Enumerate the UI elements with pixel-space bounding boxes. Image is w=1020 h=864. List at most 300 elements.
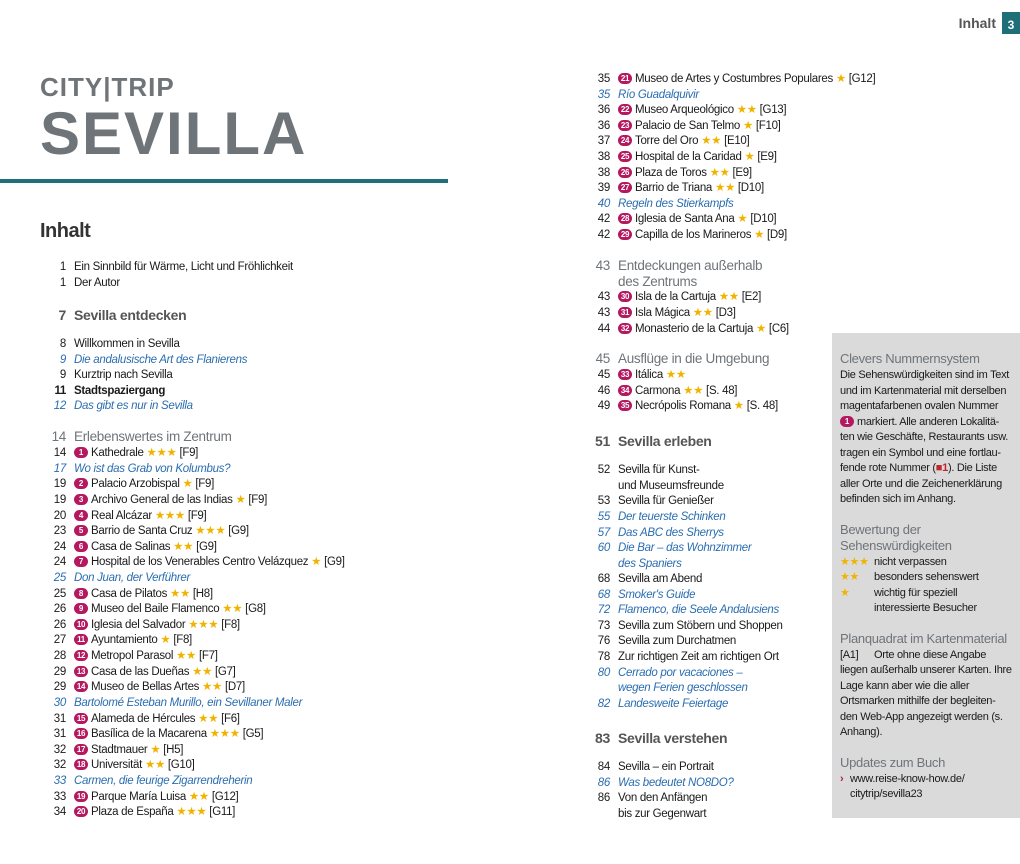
sight-number-badge: 11 [74,634,88,645]
map-grid-ref: [D3] [715,307,736,319]
toc-entry-title: des Zentrums [618,273,697,289]
rating-star-icon: ★ [835,73,846,85]
toc-entry-text [74,726,263,742]
numsys-text-b: markiert. Alle anderen Lokalitä-ten wie Geschäfte, Restaurants usw. tragen ein Symbol und eine fortlau-fende rote Nummer ( [840,415,1009,474]
toc-page-number: 9 [59,354,66,366]
toc-entry-text [74,383,165,399]
series-trip: TRIP [111,72,175,102]
toc-entry-text [74,492,267,508]
rating-star-icon: ★ [744,151,755,163]
toc-page-number: 14 [53,447,66,459]
rating-star-icon: ★★ [202,681,223,693]
toc-page-number: 37 [597,135,610,147]
rating-star-icon: ★★ [701,135,722,147]
sight-number-badge: 9 [74,603,88,614]
toc-page-number: 82 [597,698,610,710]
toc-entry-text [618,227,787,243]
toc-entry-title: Palacio de San Telmo [635,119,741,132]
toc-page-number: 86 [597,792,610,804]
toc-entry-title: Barrio de Santa Cruz [91,525,193,537]
toc-page-number: 46 [597,384,610,397]
toc-page-number: 30 [53,697,66,709]
magenta-number-badge: 1 [840,416,854,427]
toc-entry-title: Das gibt es nur in Sevilla [74,400,193,412]
map-grid-ref: [G9] [196,541,217,553]
rating-star-icon: ★★ [144,759,165,771]
toc-entry-title: Carmona [635,384,681,397]
sight-number-badge: 16 [74,728,88,739]
toc-page-number: 12 [53,400,66,412]
header-title: Inhalt [958,15,996,31]
toc-entry-text [618,149,777,165]
toc-page-number: 29 [53,681,66,693]
toc-entry-text [74,711,240,727]
toc-entry-text [618,602,779,618]
toc-entry-title: Zur richtigen Zeit am richtigen Ort [618,651,779,663]
toc-page-number: 31 [53,728,66,740]
toc-entry-title: Palacio Arzobispal [91,478,180,490]
map-grid-ref: [F7] [198,650,218,662]
toc-entry-text [618,759,714,775]
toc-entry-title: Der teuerste Schinken [618,511,726,523]
toc-entry-title: Casa de Salinas [91,541,171,553]
toc-entry-text [618,118,781,134]
sight-number-badge: 6 [74,541,88,552]
toc-entry-title: Basílica de la Macarena [91,728,207,740]
toc-entry-text [618,398,778,414]
rating-star-icon: ★★ [683,384,704,397]
rating-star-icon: ★ [754,229,765,241]
toc-entry-text [74,445,198,461]
toc-entry-text [618,665,742,681]
toc-entry-title: Was bedeutet NO8DO? [618,776,734,789]
toc-entry-text [618,367,686,383]
map-grid-ref: [G10] [167,759,195,771]
toc-entry-text [74,586,213,602]
toc-page-number: 35 [597,88,610,101]
toc-page-number: 40 [597,197,610,210]
toc-page-number: 7 [58,307,66,323]
toc-page-number: 38 [597,166,610,179]
toc-entry-title: Von den Anfängen [618,792,708,804]
toc-page-number: 1 [59,261,66,273]
toc-entry-title: Museo del Baile Flamenco [91,603,220,615]
toc-page-number: 76 [597,635,610,647]
toc-entry-text [618,806,706,822]
toc-entry-text [618,71,875,87]
toc-entry-title: Iglesia del Salvador [91,619,186,631]
map-grid-ref: [G12] [848,73,876,85]
toc-page-number: 24 [53,541,66,553]
toc-entry-text [618,571,702,587]
toc-page-number: 33 [53,791,66,803]
toc-entry-text [618,478,724,494]
toc-page-number: 68 [597,588,610,601]
toc-entry-title: Plaza de España [91,806,174,818]
red-number-icon: ■1 [935,462,948,474]
toc-entry-text [74,259,293,275]
rating-label: wichtig für speziell interessierte Besucher [874,586,977,614]
plan-title: Planquadrat im Kartenmaterial [840,630,1007,646]
toc-entry-title: Museo de Bellas Artes [91,681,200,693]
rating-star-icon: ★★★ [840,555,869,568]
toc-page-number: 55 [597,511,610,523]
toc-page-number: 9 [59,369,66,381]
rating-star-icon: ★★★ [176,806,207,818]
toc-entry-title: Der Autor [74,276,120,289]
map-grid-ref: [F8] [221,619,240,631]
toc-page-number: 32 [53,759,66,771]
toc-entry-text [618,696,728,712]
toc-entry-text [618,680,748,696]
toc-page-number: 29 [53,666,66,678]
toc-entry-text [618,633,736,649]
toc-entry-title: Sevilla entdecken [74,307,187,323]
toc-entry-text [74,508,206,524]
toc-entry-title: Itálica [635,369,663,381]
toc-entry-title: Capilla de los Marineros [635,229,752,241]
toc-entry-text [618,289,761,305]
map-grid-ref: [F10] [755,119,781,132]
rating-star-icon: ★★ [222,603,243,615]
map-grid-ref: [F6] [221,713,240,725]
toc-entry-text [618,305,736,321]
toc-page-number: 20 [53,510,66,522]
sight-number-badge: 35 [618,400,632,411]
rating-legend [840,555,1012,617]
map-grid-ref: [F9] [248,494,267,506]
toc-page-number: 42 [597,213,610,225]
numsys-text [840,368,1012,508]
rating-star-icon: ★★★ [188,619,219,631]
map-grid-ref: [G9] [324,556,345,568]
map-grid-ref: [F9] [195,478,215,490]
sight-number-badge: 18 [74,759,88,770]
toc-entry-title: Bartolomé Esteban Murillo, ein Sevillaner Maler [74,697,303,709]
toc-entry-text [618,509,725,525]
toc-entry-text [618,351,769,367]
toc-page-number: 27 [53,634,66,646]
toc-page-number: 14 [51,429,66,444]
toc-page-number: 36 [597,119,610,132]
toc-entry-title: Torre del Oro [635,135,699,147]
toc-entry-text [618,540,751,556]
sight-number-badge: 15 [74,713,88,724]
rating-legend-item [840,570,1012,586]
toc-entry-title: Monasterio de la Cartuja [635,322,754,335]
toc-page-number: 43 [595,258,610,273]
toc-page-number: 11 [54,385,66,397]
sight-number-badge: 31 [618,307,632,318]
rating-star-icon: ★★ [176,650,197,662]
toc-entry-text [618,790,707,806]
updates-link[interactable] [840,772,1012,803]
map-grid-ref: [S. 48] [706,384,738,397]
toc-entry-title: Kurztrip nach Sevilla [74,369,173,381]
rating-star-icon: ★★ [192,666,213,678]
toc-entry-text [74,367,173,383]
sight-number-badge: 20 [74,806,88,817]
toc-entry-title: Necrópolis Romana [635,400,731,412]
toc-entry-text [74,773,252,789]
sight-number-badge: 24 [618,135,632,146]
toc-entry-title: Ausflüge in die Umgebung [618,351,770,366]
toc-page-number: 84 [597,761,610,773]
toc-entry-title: Iglesia de Santa Ana [635,213,735,225]
title-rule [0,179,448,183]
series-separator: | [103,72,112,102]
toc-page-number: 86 [597,776,610,789]
toc-entry-title: Wo ist das Grab von Kolumbus? [74,463,231,475]
toc-entry-title: und Museumsfreunde [618,479,724,492]
toc-entry-text [618,196,734,212]
map-grid-ref: [E10] [724,135,750,147]
toc-entry-text [618,462,700,478]
toc-entry-title: wegen Ferien geschlossen [618,682,748,694]
rating-label: nicht verpassen [874,555,947,568]
toc-page-number: 73 [597,620,610,632]
sight-number-badge: 17 [74,744,88,755]
rating-star-icon: ★ [733,400,744,412]
toc-page-number: 23 [53,525,66,537]
toc-entry-title: Sevilla zum Stöbern und Shoppen [618,620,783,632]
sight-number-badge: 7 [74,556,88,567]
toc-page-number: 25 [53,572,66,584]
toc-entry-title: Sevilla verstehen [618,730,728,746]
toc-entry-title: Metropol Parasol [91,650,174,662]
rating-star-icon: ★★ [169,588,190,600]
toc-entry-title: Museo Arqueológico [635,104,734,116]
toc-entry-text [618,525,724,541]
rating-star-icon: ★★★ [209,728,240,740]
sight-number-badge: 8 [74,588,88,599]
toc-page-number: 35 [597,73,610,85]
toc-page-number: 45 [597,369,610,381]
sight-number-badge: 23 [618,120,632,131]
plan-text [840,648,1012,741]
sight-number-badge: 34 [618,385,632,396]
toc-entry-text [74,398,193,414]
rating-title: Bewertung der Sehenswürdigkeiten [840,521,952,553]
toc-entry-text [618,383,737,399]
toc-entry-text [74,679,245,695]
rating-star-icon: ★★ [692,307,713,319]
toc-entry-title: Stadtspaziergang [74,385,166,397]
toc-entry-title: Sevilla für Genießer [618,495,714,507]
sight-number-badge: 32 [618,323,632,334]
toc-entry-title: Das ABC des Sherrys [618,526,724,539]
map-grid-ref: [D10] [750,213,777,225]
toc-entry-text [618,258,762,274]
toc-page-number: 44 [597,322,610,335]
toc-entry-title: Casa de las Dueñas [91,666,190,678]
toc-entry-text [618,165,752,181]
toc-entry-text [618,211,776,227]
sight-number-badge: 5 [74,525,88,536]
rating-star-icon: ★★ [709,166,730,179]
rating-star-icon: ★★★ [195,525,226,537]
toc-entry-title: Willkommen in Sevilla [74,338,180,350]
toc-entry-text [74,742,183,758]
toc-entry-title: Río Guadalquivir [618,88,699,101]
toc-page-number: 1 [59,276,66,289]
toc-entry-text [618,180,764,196]
toc-entry-title: Sevilla erleben [618,433,712,449]
toc-entry-text [618,775,734,791]
rating-star-icon: ★ [160,634,171,646]
sight-number-badge: 3 [74,494,88,505]
toc-entry-title: Entdeckungen außerhalb [618,258,763,273]
toc-page-number: 52 [597,464,610,476]
sight-number-badge: 4 [74,510,88,521]
toc-entry-title: Isla Mágica [635,307,690,319]
toc-page-number: 8 [59,338,66,350]
map-grid-ref: [D9] [767,229,787,241]
toc-entry-text [74,476,214,492]
map-grid-ref: [E9] [732,166,752,179]
map-grid-ref: [D10] [737,182,764,194]
toc-entry-text [74,695,302,711]
toc-entry-text [74,336,180,352]
rating-star-icon: ★★ [188,791,209,803]
sight-number-badge: 13 [74,666,88,677]
toc-entry-text [618,102,786,118]
toc-entry-text [618,618,783,634]
toc-entry-title: Plaza de Toros [635,166,707,179]
map-grid-ref: [F8] [173,634,192,646]
toc-entry-text [74,539,217,555]
rating-star-icon: ★ [756,322,767,335]
toc-entry-text [74,429,232,445]
map-grid-ref: [E9] [757,151,777,163]
toc-page-number: 39 [597,182,610,194]
sight-number-badge: 10 [74,619,88,630]
toc-entry-text [74,617,240,633]
sight-number-badge: 25 [618,151,632,162]
toc-page-number: 43 [597,307,610,319]
rating-star-icon: ★★ [736,104,757,116]
sight-number-badge: 2 [74,478,88,489]
toc-entry-title: Stadtmauer [91,744,148,756]
toc-entry-title: Don Juan, der Verführer [74,572,191,584]
toc-entry-text [618,274,697,290]
toc-page-number: 19 [53,494,66,506]
toc-page-number: 32 [53,744,66,756]
toc-entry-title: Flamenco, die Seele Andalusiens [618,604,779,616]
toc-page-number: 53 [597,495,610,507]
sight-number-badge: 27 [618,182,632,193]
toc-entry-title: Real Alcázar [91,510,152,522]
map-grid-ref: [G8] [245,603,266,615]
toc-entry-text [74,352,247,368]
toc-entry-title: Regeln des Stierkampfs [618,197,734,210]
toc-entry-title: Ein Sinnbild für Wärme, Licht und Fröhlichkeit [74,261,293,273]
rating-star-icon: ★★ [198,713,219,725]
toc-entry-text [74,305,186,325]
toc-page-number: 80 [597,666,610,679]
map-grid-ref: [D7] [224,681,245,693]
toc-entry-title: Sevilla am Abend [618,573,703,585]
updates-title: Updates zum Buch [840,754,946,770]
toc-entry-text [618,133,749,149]
toc-entry-title: bis zur Gegenwart [618,808,707,820]
rating-star-icon: ★★★ [146,447,177,459]
rating-star-icon: ★ [737,213,748,225]
toc-entry-text [74,554,345,570]
toc-page-number: 31 [53,713,66,725]
toc-entry-text [618,431,712,451]
toc-heading: Inhalt [40,220,91,242]
rating-legend-item [840,586,1012,617]
toc-page-number: 34 [53,806,66,818]
toc-entry-title: Carmen, die feurige Zigarrendreherin [74,775,253,787]
numsys-title: Clevers Nummernsystem [840,351,980,366]
toc-page-number: 51 [595,433,610,449]
toc-entry-title: Alameda de Hércules [91,713,196,725]
page-header [959,12,1020,34]
toc-entry-text [618,87,699,103]
toc-page-number: 19 [53,478,66,490]
toc-entry-text [74,461,230,477]
toc-entry-title: Universität [91,759,143,771]
rating-star-icon: ★★ [840,571,860,583]
toc-entry-text [74,789,238,805]
rating-star-icon: ★ [742,119,753,132]
sight-number-badge: 22 [618,104,632,115]
map-grid-ref: [H5] [163,744,184,756]
toc-entry-title: Hospital de la Caridad [635,151,742,163]
rating-star-icon: ★★ [714,182,735,194]
rating-star-icon: ★★ [173,541,194,553]
sight-number-badge: 12 [74,650,88,661]
map-grid-ref: [G5] [242,728,264,740]
toc-entry-title: Museo de Artes y Costumbres Populares [635,73,833,85]
rating-star-icon: ★★ [665,369,686,381]
toc-page-number: 24 [53,556,66,568]
map-grid-ref: [S. 48] [746,400,778,412]
toc-entry-title: Sevilla zum Durchatmen [618,635,737,647]
city-title: SEVILLA [40,100,308,167]
toc-page-number: 42 [597,229,610,241]
toc-page-number: 83 [595,730,610,746]
toc-page-number: 57 [597,526,610,539]
toc-page-number: 60 [597,542,610,554]
sight-number-badge: 28 [618,213,632,224]
map-grid-ref: [H8] [192,588,213,600]
map-grid-ref: [F9] [179,447,199,459]
toc-entry-text [74,523,249,539]
info-sidebar [832,333,1020,818]
rating-star-icon: ★ [182,478,193,490]
toc-entry-text [618,728,727,748]
sight-number-badge: 29 [618,229,632,240]
rating-star-icon: ★ [235,494,246,506]
toc-entry-title: Ayuntamiento [91,634,158,646]
toc-page-number: 72 [597,604,610,616]
toc-entry-text [74,275,120,291]
sight-number-badge: 30 [618,291,632,302]
sight-number-badge: 14 [74,681,88,692]
map-grid-ref: [G7] [215,666,236,678]
sight-number-badge: 19 [74,791,88,802]
updates-url[interactable]: www.reise-know-how.de/ citytrip/sevilla23 [850,772,965,800]
sight-number-badge: 33 [618,369,632,380]
map-grid-ref: [G13] [759,104,787,116]
map-grid-ref: [E2] [741,291,762,303]
series-title [40,72,307,102]
map-grid-ref: [F9] [187,510,207,522]
sight-number-badge: 21 [618,73,632,84]
